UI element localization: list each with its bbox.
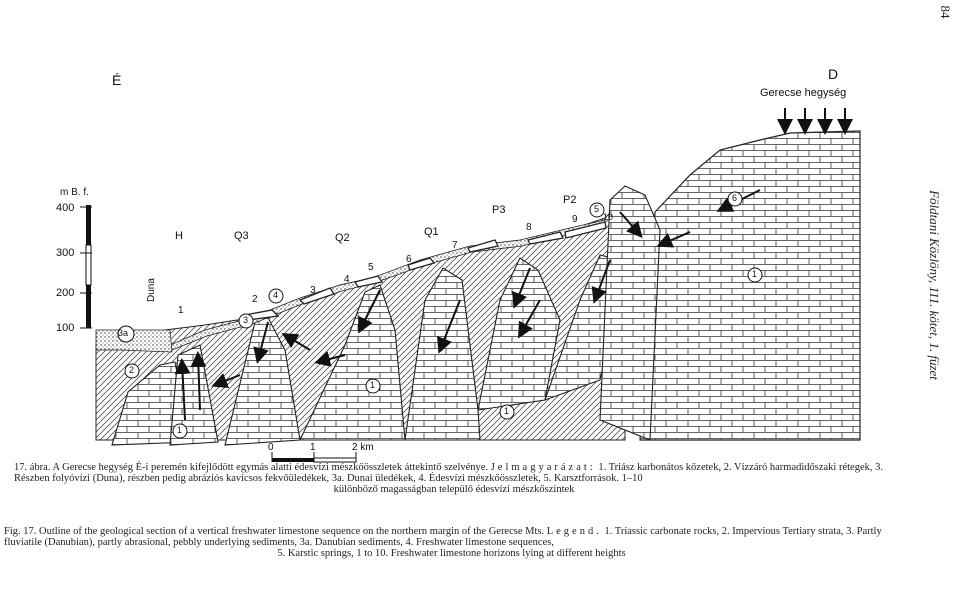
scale-tick-0: 0 xyxy=(268,442,274,453)
caption-en-legend-word: Legend. xyxy=(546,526,602,537)
caption-hu-text: 17. ábra. A Gerecse hegység É-i peremén kifejlődött egymás alatti édesvízi mészkőösszletek áttekintő szelvénye. xyxy=(14,462,489,473)
terrace-H: H xyxy=(175,230,183,242)
elev-tick-200: 200 xyxy=(56,287,75,299)
mountain-label: Gerecse hegység xyxy=(760,87,847,99)
horizon-6: 6 xyxy=(406,254,412,265)
circled-4-text: 4 xyxy=(273,290,279,300)
triassic-massif xyxy=(640,131,860,440)
north-label: É xyxy=(112,72,122,88)
circled-3a-text: 3a xyxy=(118,328,129,338)
horizon-8: 8 xyxy=(526,222,532,233)
elevation-scale xyxy=(80,205,92,328)
terrace-Q2: Q2 xyxy=(335,232,350,244)
distance-scale-bar xyxy=(272,452,356,462)
circled-3-text: 3 xyxy=(243,315,249,325)
terrace-Q1: Q1 xyxy=(424,226,439,238)
caption-hungarian xyxy=(14,462,894,495)
scale-tick-1: 1 xyxy=(310,442,316,453)
terrace-P3: P3 xyxy=(492,204,506,216)
horizon-10: 10 xyxy=(603,212,614,222)
horizon-7: 7 xyxy=(452,240,458,251)
circled-1c-text: 1 xyxy=(504,406,510,416)
south-label: D xyxy=(828,66,839,82)
caption-hu-legend-word: Jelmagyarázat: xyxy=(490,462,596,473)
terrace-Q3: Q3 xyxy=(234,230,249,242)
scale-tick-2km: 2 km xyxy=(352,442,374,453)
circled-5-text: 5 xyxy=(594,204,600,214)
river-label: Duna xyxy=(146,278,157,302)
horizon-3: 3 xyxy=(310,285,316,296)
circled-1b-text: 1 xyxy=(370,380,376,390)
caption-en-legend: 1. Triassic carbonate rocks, 2. Impervious Tertiary strata, 3. Partly fluviatile (Danubian), partly abrasional, pebbly underlying sediments, 3a. Danubian sediments, 4. Freshwater limestone sequences, xyxy=(4,526,882,548)
page-number-text: 84 xyxy=(938,5,953,19)
circled-1a-text: 1 xyxy=(177,425,183,435)
caption-hu-legend: 1. Triász karbonátos kőzetek, 2. Vízzáró harmadidőszaki rétegek, 3. Részben folyóvízi (Duna), részben pedig abráziós kavicsos fekvőüledékek, 3a. Dunai üledékek, 4. Édesvízi mészkőösszletek, 5. Karsztforrások. 1–10 xyxy=(14,462,883,484)
terrace-P2: P2 xyxy=(563,194,577,206)
elev-tick-100: 100 xyxy=(56,322,75,334)
horizon-4: 4 xyxy=(344,274,350,285)
running-header-text: Földtani Közlöny, 111. kötet, 1. füzet xyxy=(927,190,942,380)
horizon-1: 1 xyxy=(178,305,184,316)
circled-1d-text: 1 xyxy=(752,269,758,279)
elev-tick-400: 400 xyxy=(56,202,75,214)
caption-en-line2: 5. Karstic springs, 1 to 10. Freshwater limestone horizons lying at different heights xyxy=(277,548,626,559)
elevation-units: m B. f. xyxy=(60,187,89,198)
elev-tick-300: 300 xyxy=(56,247,75,259)
caption-hu-line2: különböző magasságban települő édesvízi mészkőszintek xyxy=(333,484,575,495)
caption-english xyxy=(4,526,899,559)
caption-en-text: Fig. 17. Outline of the geological section of a vertical freshwater limestone sequence on the northern margin of the Gerecse Mts. xyxy=(4,526,545,537)
circled-2-text: 2 xyxy=(129,365,135,375)
horizon-5: 5 xyxy=(368,262,374,273)
circled-6-text: 6 xyxy=(732,193,738,203)
horizon-9: 9 xyxy=(572,214,578,225)
horizon-2: 2 xyxy=(252,294,258,305)
